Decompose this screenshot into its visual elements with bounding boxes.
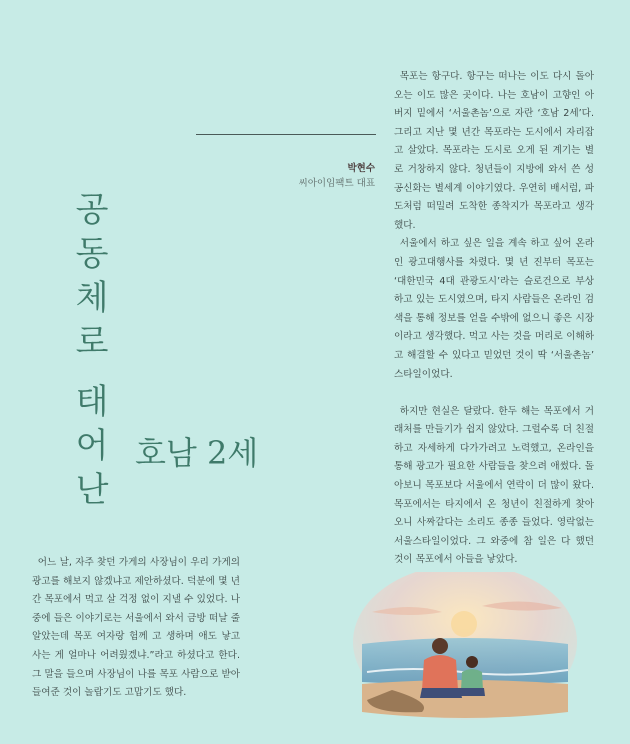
title-char: 공: [75, 190, 109, 230]
title-gap: [72, 364, 112, 380]
paragraph: 서울에서 하고 싶은 일을 계속 하고 싶어 온라인 광고대행사를 차렸다. 몇 년 진부터 목포는 ‘대한민국 4대 관광도시’라는 슬로건으로 부상하고 있는 도시였으며, 타지 사람들은 온라인 검색을 통해 정보를 얻을 수밖에 없으니 좋은 시장이라고 생각했다. 먹고 사는 것을 머리로 이해하고 해결할 수 있다고 믿었던 것이 딱 ‘서울촌놈’ 스타일이었다.: [394, 238, 594, 380]
vertical-title: [72, 188, 112, 512]
author-block: [299, 161, 375, 191]
title-char: 체: [75, 278, 109, 318]
right-column: [394, 68, 594, 570]
paragraph: 어느 날, 자주 찾던 가게의 사장님이 우리 가게의 광고를 해보지 않겠냐고 제안하셨다. 덕분에 몇 년간 목포에서 먹고 살 걱정 없이 지낼 수 있었다. 나중에 들은 이야기로는 서울에서 와서 금방 떠날 줄 알았는데 목포 여자랑 험께 고 생하며 애도 낳고 사는 게 얼마나 어려웠겠냐.”라고 하셨다고 한다. 그 말을 들으며 사장님이 나를 목포 사람으로 받아 들여준 것이 놀랍기도 고맙기도 했다.: [32, 557, 240, 699]
title-char: 동: [75, 234, 109, 274]
subtitle: 호남 2세: [135, 434, 259, 472]
title-char: 태: [75, 382, 109, 422]
seashore-illustration-icon: [352, 572, 578, 724]
left-column: [32, 554, 240, 703]
paragraph: 하지만 현실은 달랐다. 한두 해는 목포에서 거래처를 만들기가 쉽지 않았다. 그럴수록 더 친절하고 자세하게 다가가려고 노력했고, 온라인을 통해 광고가 필요한 사람들을 찾으려 애썼다. 돌아보니 목포보다 서울에서 연락이 더 많이 왔다. 목포에서는 타지에서 온 청년이 친절하게 찾아오니 사짜같다는 소리도 종종 들었다. 영락없는 서울스타일이었다. 그 와중에 참 일은 다 했던 것이 목포에서 아들을 낳았다.: [394, 405, 594, 566]
title-char: 로: [75, 322, 109, 362]
title-char: 어: [75, 426, 109, 466]
title-char: 난: [75, 470, 109, 510]
paragraph: 목포는 항구다. 항구는 떠나는 이도 다시 돌아오는 이도 많은 곳이다. 나는 호남이 고향인 아버지 밑에서 ‘서울촌놈’으로 자란 ‘호남 2세’다. 그리고 지난 몇 년간 목포라는 도시에서 자리잡고 살았다. 목포라는 도시로 오게 된 계기는 별로 거창하지 않다. 청년들이 지방에 와서 쓴 성공신화는 별세계 이야기였다. 우연히 배서럼, 파도처럼 떠밀려 도착한 종착지가 목포라고 생각했다.: [394, 71, 594, 231]
divider-line: [196, 134, 376, 135]
paragraph-spacer: [394, 384, 594, 403]
author-name: 박현수: [347, 163, 375, 174]
author-role: 씨아이임팩트 대표: [298, 178, 375, 189]
